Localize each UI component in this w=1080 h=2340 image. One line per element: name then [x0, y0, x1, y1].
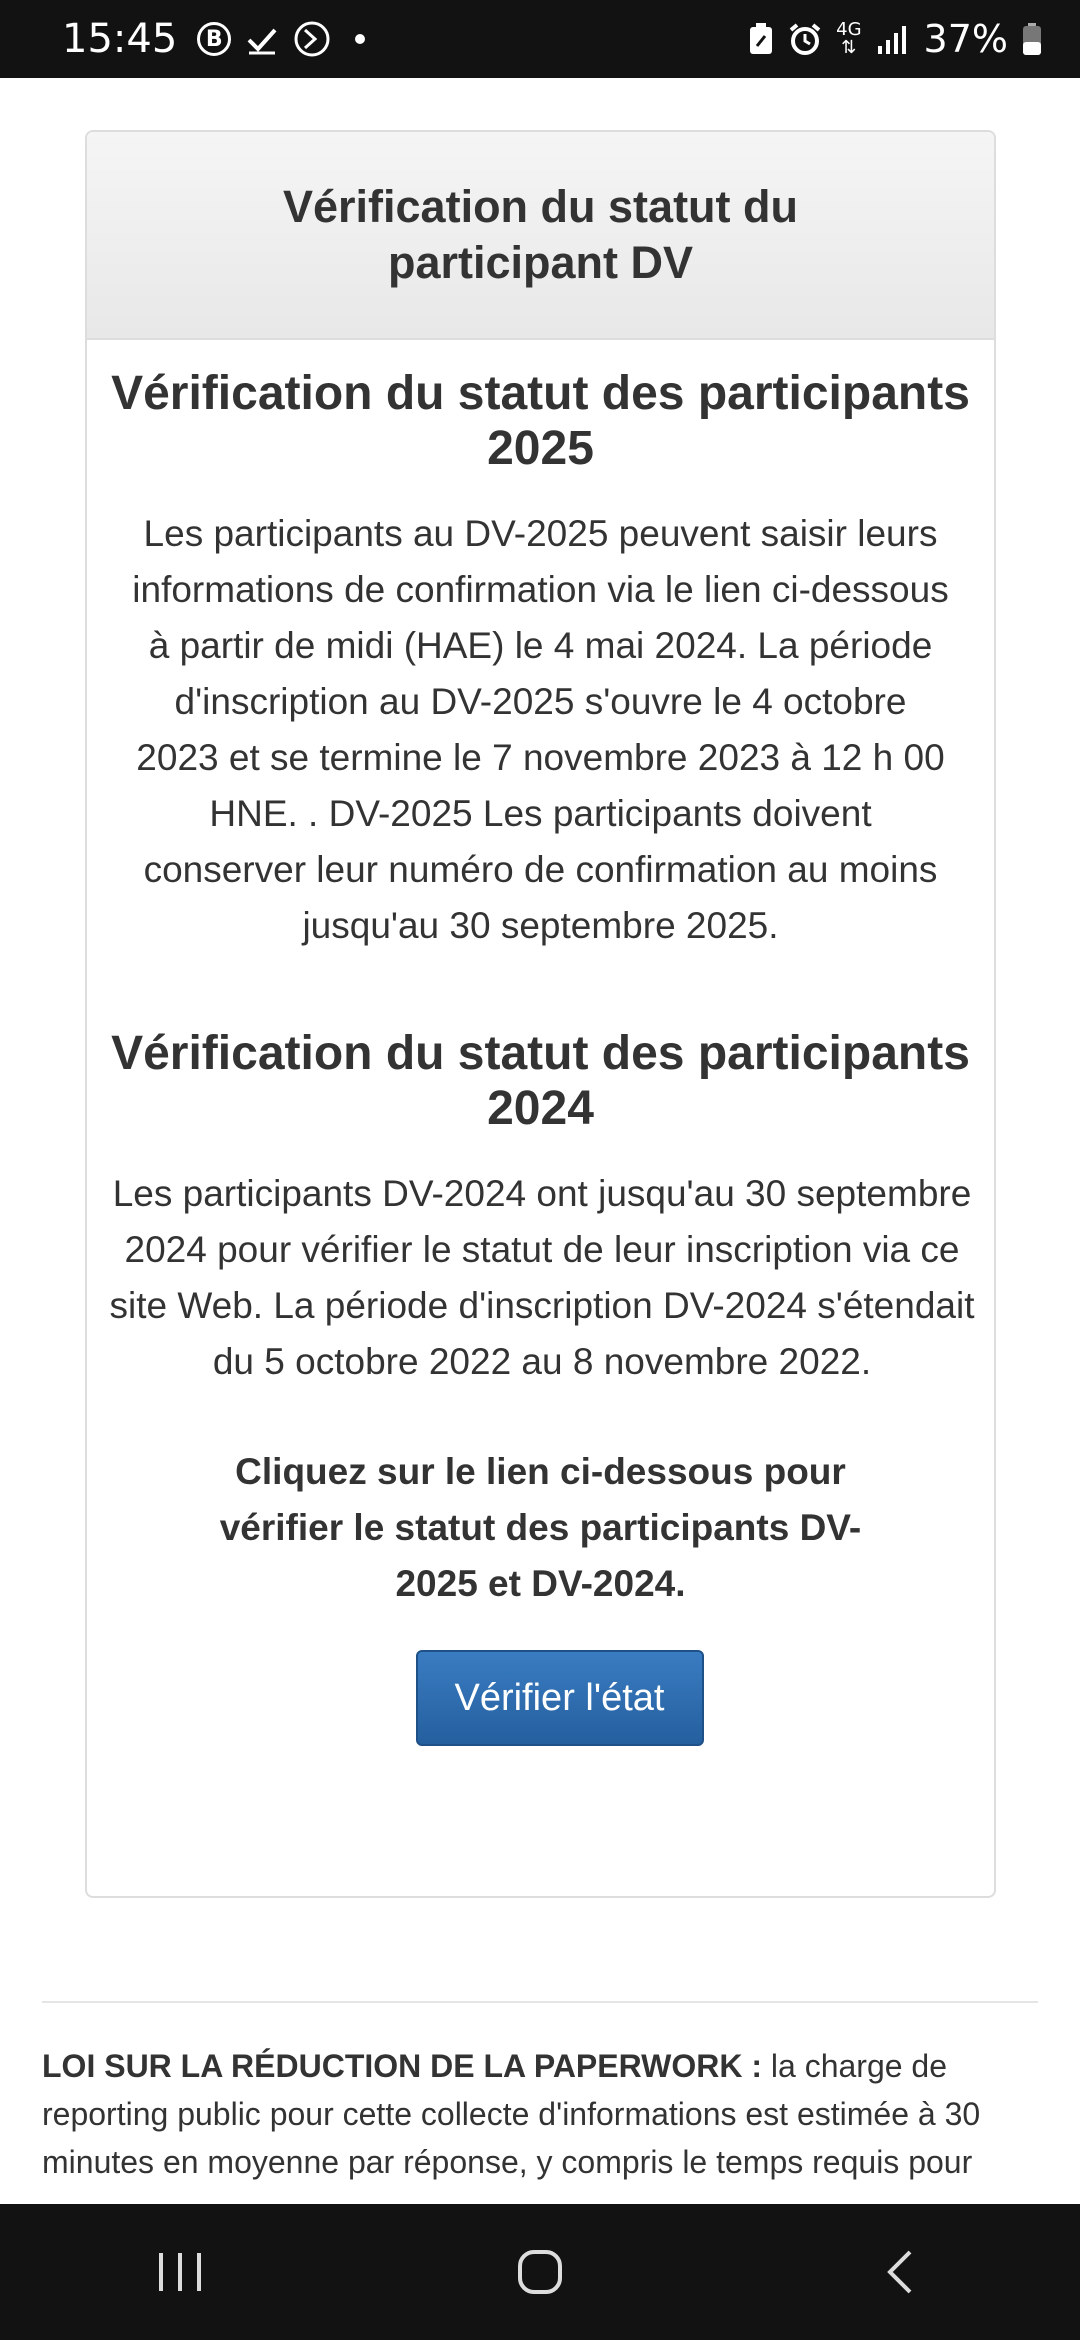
status-bar-right	[748, 17, 1042, 61]
network-type-icon	[836, 21, 861, 57]
b-circle-icon: B	[197, 22, 231, 56]
navigation-bar	[0, 2204, 1080, 2340]
section-title-2025: Vérification du statut des participants 2025	[111, 367, 970, 475]
status-time: 15:45	[62, 16, 178, 62]
back-icon[interactable]	[840, 2222, 960, 2322]
panel-heading	[87, 132, 994, 340]
page-content[interactable]	[0, 78, 1080, 2204]
arrow-circle-icon	[293, 20, 331, 58]
cta-text: Cliquez sur le lien ci-dessous pour vérifier le statut des participants DV-2025 et DV-2024.	[219, 1451, 862, 1604]
dot-icon	[355, 34, 365, 44]
paperwork-notice-text: la charge de reporting public pour cette collecte d'informations est estimée à 30 minutes en moyenne par réponse, y compris le temps requis pour	[42, 2048, 981, 2180]
alarm-icon	[788, 22, 822, 56]
status-bar-left	[62, 16, 365, 62]
paperwork-notice-label: LOI SUR LA RÉDUCTION DE LA PAPERWORK :	[42, 2048, 762, 2084]
paperwork-notice	[42, 2042, 1042, 2186]
section-title-2024: Vérification du statut des participants 2024	[111, 1027, 970, 1135]
check-icon	[245, 22, 279, 56]
status-check-panel	[85, 130, 996, 1898]
status-bar	[0, 0, 1080, 78]
page-title: Vérification du statut du participant DV	[282, 181, 799, 288]
battery-percent: 37%	[923, 17, 1008, 61]
data-arrows-icon: ⇅	[841, 37, 857, 58]
battery-icon	[1022, 22, 1042, 56]
section-text-2024: Les participants DV-2024 ont jusqu'au 30 septembre 2024 pour vérifier le statut de leur inscription via ce site Web. La période d'inscription DV-2024 s'étendait du 5 octobre 2022 au 8 novembre 2022.	[109, 1173, 975, 1382]
verify-status-button[interactable]: Vérifier l'état	[416, 1650, 704, 1746]
network-type-label: 4G	[836, 19, 862, 40]
panel-body	[87, 340, 994, 1746]
signal-icon	[876, 24, 910, 54]
footer-divider	[42, 2001, 1038, 2003]
section-text-2025: Les participants au DV-2025 peuvent saisir leurs informations de confirmation via le lien ci-dessous à partir de midi (HAE) le 4 mai 2024. La période d'inscription au DV-2025 s'ouvre le 4 octobre 2023 et se termine le 7 novembre 2023 à 12 h 00 HNE. . DV-2025 Les participants doivent conserver leur numéro de confirmation au moins jusqu'au 30 septembre 2025.	[132, 513, 949, 946]
home-icon[interactable]	[480, 2222, 600, 2322]
recent-apps-icon[interactable]	[120, 2222, 240, 2322]
battery-saver-icon	[748, 22, 774, 56]
